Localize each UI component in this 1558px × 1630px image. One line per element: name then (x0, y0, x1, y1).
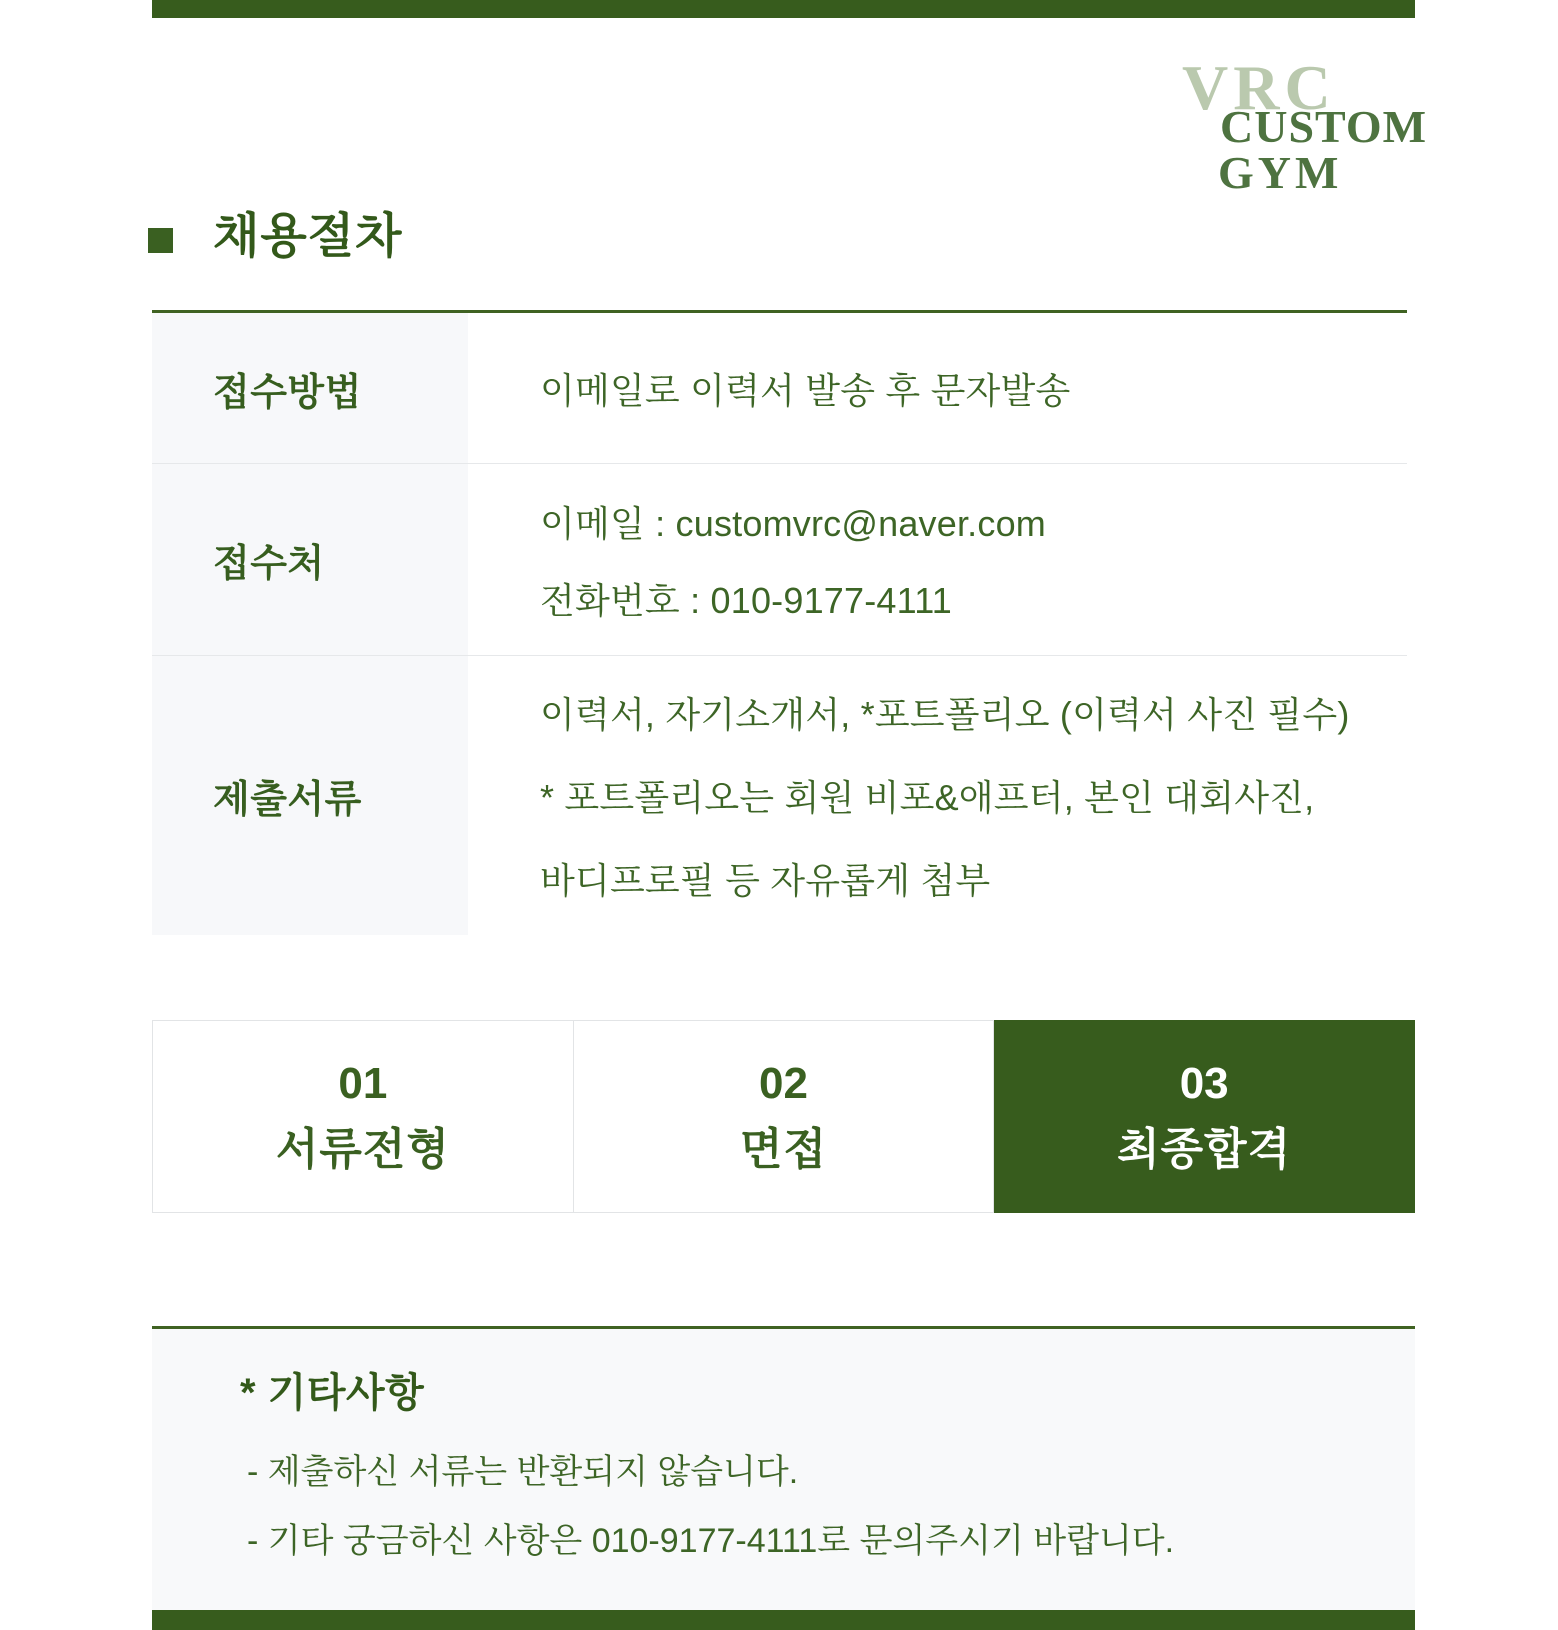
note-item: - 기타 궁금하신 사항은 010-9177-4111로 문의주시기 바랍니다. (247, 1521, 1175, 1560)
table-row-documents (152, 656, 1407, 935)
brand-logo-custom: CUSTOM (1220, 101, 1428, 152)
contact-phone-text: 전화번호 : 010-9177-4111 (540, 579, 952, 621)
brand-logo (1182, 52, 1428, 206)
value-line: 이메일로 이력서 발송 후 문자발송 (540, 369, 1071, 411)
step-label: 면접 (740, 1124, 828, 1174)
misc-notes-section (152, 1326, 1415, 1610)
table-row-contact (152, 464, 1407, 656)
value-line: 바디프로필 등 자유롭게 첨부 (540, 860, 991, 901)
step-interview (574, 1020, 995, 1213)
table-row-application-method (152, 313, 1407, 464)
value-line: 이력서, 자기소개서, *포트폴리오 (이력서 사진 필수) (540, 694, 1350, 735)
square-bullet-icon (148, 228, 173, 253)
brand-logo-gym: GYM (1218, 147, 1343, 198)
row-label: 제출서류 (152, 656, 468, 935)
section-title: 채용절차 (213, 210, 403, 263)
bottom-accent-bar (152, 1610, 1415, 1630)
row-value (468, 313, 1407, 463)
row-value (468, 656, 1407, 935)
step-label: 최종합격 (1117, 1124, 1292, 1174)
step-number: 02 (759, 1058, 808, 1108)
process-steps (152, 1020, 1415, 1213)
step-final-acceptance (994, 1020, 1415, 1213)
value-line: * 포트폴리오는 회원 비포&애프터, 본인 대회사진, (540, 777, 1315, 818)
step-number: 01 (338, 1058, 388, 1108)
step-number: 03 (1179, 1058, 1229, 1108)
step-label: 서류전형 (275, 1124, 450, 1174)
contact-email-text: 이메일 : customvrc@naver.com (540, 502, 1046, 544)
row-label: 접수방법 (152, 313, 468, 463)
row-value (468, 464, 1407, 655)
recruitment-info-table (152, 310, 1407, 935)
section-heading (148, 206, 402, 268)
step-document-screening (152, 1020, 574, 1213)
top-accent-bar (152, 0, 1415, 18)
note-item: - 제출하신 서류는 반환되지 않습니다. (247, 1453, 799, 1491)
notes-title: * 기타사항 (240, 1371, 425, 1415)
row-label: 접수처 (152, 464, 468, 655)
brand-logo-vrc: VRC (1182, 52, 1336, 123)
